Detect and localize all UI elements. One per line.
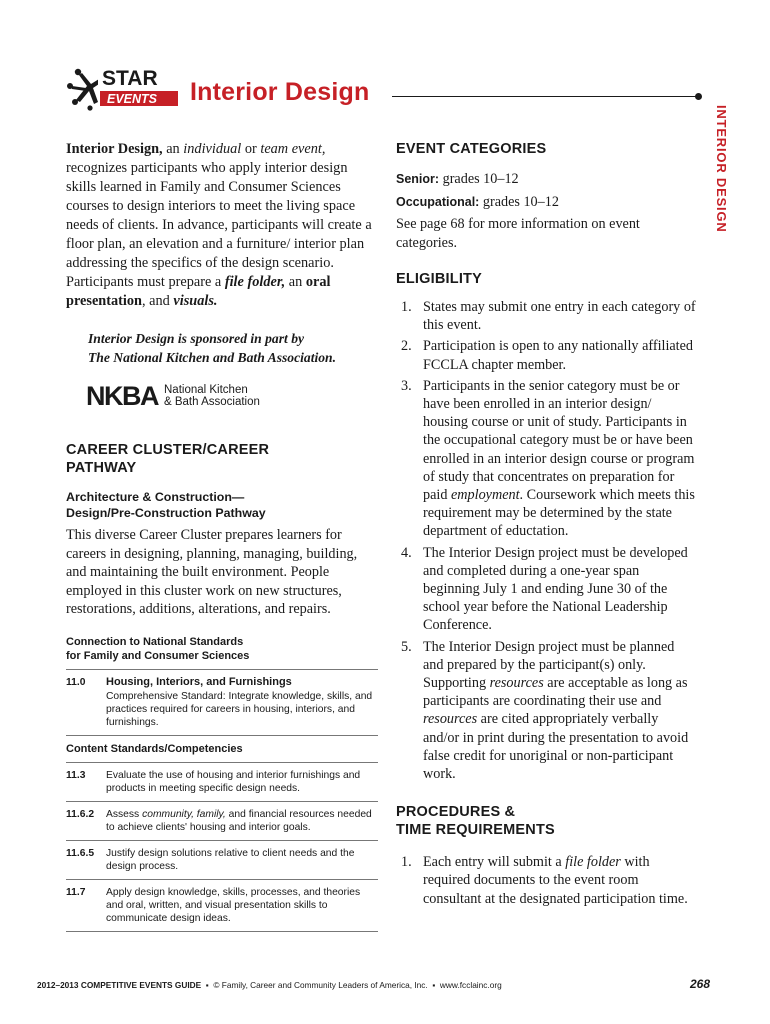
intro-file-folder: file folder, [224,274,286,290]
list-item-text [423,638,696,784]
divider [66,762,378,763]
text-part: resources [489,675,544,692]
event-categories-heading: EVENT CATEGORIES [396,141,547,157]
standard-row [66,676,378,729]
standards-heading [66,635,378,663]
text-part: Each entry will submit a [423,854,566,871]
intro-paragraph [66,140,378,311]
list-item: 2. Participation is open to any nationally affiliated FCCLA chapter member. [396,337,696,373]
standard-code: 11.3 [66,769,86,781]
list-item: 1. States may submit one entry in each category of this event. [401,299,696,334]
category-value: grades 10–12 [482,193,559,210]
text-part: are acceptable as long as participants are coordinating their use and [423,675,688,710]
text-part: . Coursework which meets this requirement may be determined by the state department of eductation. [423,487,695,540]
text-part: employment [450,487,520,504]
standard-desc-part: Assess [106,808,143,820]
category-note: See page 68 for more information on event categories. [396,216,640,251]
nkba-logo [86,381,378,411]
standard-desc-part: community, family, [142,808,226,820]
divider [66,931,378,932]
standard-row [66,808,378,834]
pathway-heading [66,489,378,521]
list-item-text [423,853,696,908]
text-part: file folder [565,854,621,871]
content-standards-heading: Content Standards/Competencies [66,742,243,755]
list-item: 5. The Interior Design project must be planned and prepared by the participant(s) only. Supporting resources are acceptable as long as participants are coordinating their use and resources are cited appropriately verbally and/or in print during the presentation to avoid false credit for unoriginal or non-participant work. [396,638,696,784]
title-rule-dot [695,93,702,100]
page-title: Interior Design [190,78,370,106]
list-item-text: The Interior Design project must be developed and completed during a one-year span beginning July 1 and ending June 30 of the school year before the National Leadership Conference. [423,544,688,634]
standard-desc [106,808,378,834]
logo-events-text: EVENTS [107,92,158,106]
intro-oral: oral presentation [66,274,331,309]
sponsor-line: Interior Design is sponsored in part by [88,331,305,346]
category-senior [396,170,696,189]
eligibility-list [396,298,696,783]
text-part: Participants in the senior category must be or have been enrolled in an interior design/ housing course or unit of study. Participants in the occupational category must be or have been enrolled in an interior design course or program of study that concentrates on preparation for paid [423,377,695,504]
standard-code: 11.6.5 [66,847,95,859]
standard-desc: Evaluate the use of housing and interior furnishings and products in meeting specific design needs. [106,769,361,794]
footer-bullet: ▪ [203,980,212,990]
nkba-mark: NKBA [86,380,158,411]
sponsor-note [88,329,378,367]
page-footer [37,980,713,990]
career-description: This diverse Career Cluster prepares learners for careers in designing, planning, managing, building, and maintaining the built environment. People employed in this cluster work on new structures, restorations, additions, alterations, and repairs. [66,527,358,617]
category-label: Senior: [396,172,440,186]
intro-visuals: visuals. [173,293,218,309]
list-item-text [423,377,696,541]
standard-row [66,886,378,925]
heading-line: PATHWAY [66,460,137,476]
nkba-name-line: National Kitchen [164,383,248,396]
procedures-heading [396,803,696,839]
heading-line: Connection to National Standards [66,635,244,648]
intro-text: , and [142,293,174,309]
list-item-text: Participation is open to any nationally affiliated FCCLA chapter member. [423,338,694,373]
title-rule [392,96,698,97]
page-number: 268 [690,977,711,991]
heading-line: CAREER CLUSTER/CAREER [66,442,270,458]
intro-text: recognizes participants who apply interior design skills learned in Family and Consumer Sciences courses to design interiors to meet the living space needs of clients. In advance, participants will create a floor plan, an elevation and a furniture/ interior plan addressing the specifics of the design scenario. Participants must prepare a [66,160,372,290]
divider [66,669,378,670]
text-part: are cited appropriately verbally and/or in print during the presentation to avoid false credit for unoriginal or non-participant work. [423,711,689,783]
standard-desc: Apply design knowledge, skills, processes, and theories and oral, written, and visual presentation skills to communicate design ideas. [106,886,361,924]
footer-copyright: © Family, Career and Community Leaders of America, Inc. [213,980,428,990]
standard-desc: Justify design solutions relative to client needs and the design process. [106,847,355,872]
heading-line: PROCEDURES & [396,804,516,821]
footer-bullet: ▪ [430,980,438,990]
divider [66,801,378,802]
intro-text: an [162,141,184,157]
text-part: The Interior Design project must be planned and prepared by the participant(s) only. Supporting [423,638,675,692]
standard-desc-part: and financial resources needed to achieve clients' housing and interior goals. [106,808,372,833]
text-part: with required documents to the event room consultant at the designated participation time. [423,854,688,907]
list-item-text: States may submit one entry in each category of this event. [423,299,696,334]
divider [66,840,378,841]
category-occupational [396,193,696,212]
heading-line: Design/Pre-Construction Pathway [66,506,266,520]
heading-line: TIME REQUIREMENTS [396,822,555,839]
standard-code: 11.6.2 [66,808,95,820]
nkba-name-line: & Bath Association [164,396,260,408]
eligibility-heading: ELIGIBILITY [396,271,482,287]
heading-line: Architecture & Construction— [66,490,245,504]
nkba-name [164,384,260,409]
list-item: 3. Participants in the senior category must be or have been enrolled in an interior design/ housing course or unit of study. Participants in the occupational category must be or have been enrolled in an interior design course or program of study that concentrates on preparation for paid employment. Coursework which meets this requirement may be determined by the state department of eductation. [401,377,695,540]
footer-guide: 2012–2013 COMPETITIVE EVENTS GUIDE [37,980,202,990]
standard-desc: Comprehensive Standard: Integrate knowledge, skills, and practices required for careers in housing, interiors, and furnishings. [106,690,373,728]
list-item: 1. Each entry will submit a file folder with required documents to the event room consultant at the designated participation time. [396,853,696,908]
standard-code: 11.7 [66,886,86,898]
category-label: Occupational: [396,194,480,209]
list-item: 4. The Interior Design project must be developed and completed during a one-year span beginning July 1 and ending June 30 of the school year before the National Leadership Conference. [396,544,696,635]
category-value: grades 10–12 [442,171,519,187]
star-events-logo [66,64,186,112]
divider [66,735,378,736]
career-heading [66,441,378,477]
logo-star-text: STAR [102,67,158,90]
heading-line: for Family and Consumer Sciences [66,649,250,662]
intro-text: an [285,274,306,290]
side-tab [709,105,733,255]
sponsor-line: The National Kitchen and Bath Association. [88,350,337,365]
standard-code: 11.0 [66,676,86,688]
standard-row [66,769,378,795]
procedures-list [396,853,696,908]
footer-url: www.fcclainc.org [439,980,502,990]
divider [66,879,378,880]
text-part: resources [423,711,478,728]
intro-lead: Interior Design, [66,141,163,157]
intro-individual: individual [183,141,242,157]
side-tab-label: INTERIOR DESIGN [714,105,729,233]
standard-row [66,847,378,873]
intro-team: team event, [260,141,326,157]
standard-title: Housing, Interiors, and Furnishings [106,675,292,688]
intro-text: or [241,141,261,157]
